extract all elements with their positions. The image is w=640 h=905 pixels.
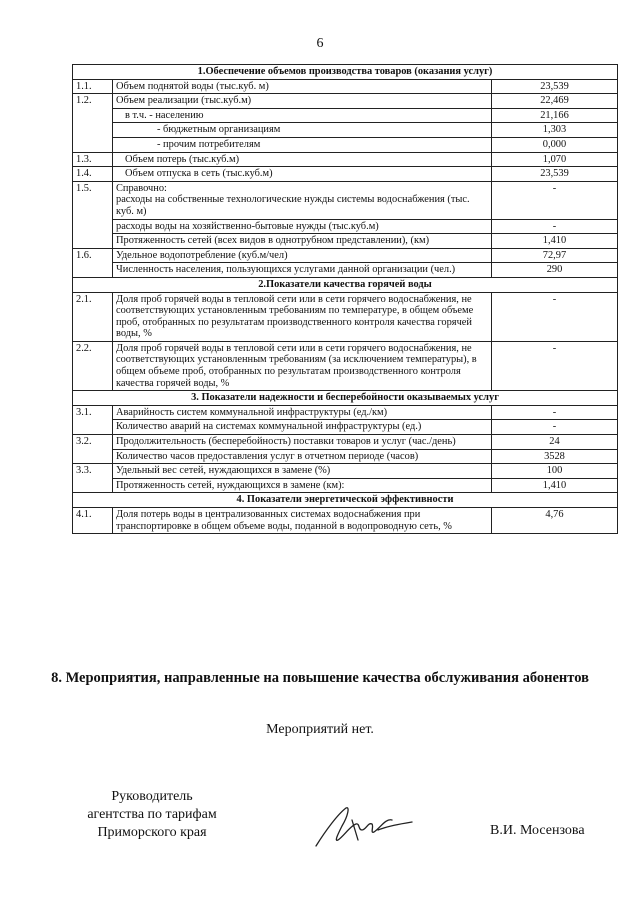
row-number xyxy=(73,420,113,435)
row-value: - xyxy=(491,219,617,234)
section-header-row xyxy=(73,277,618,292)
section-title: 4. Показатели энергетической эффективности xyxy=(73,493,618,508)
row-number: 1.4. xyxy=(73,167,113,182)
row-number: 3.3. xyxy=(73,464,113,479)
measures-title: 8. Мероприятия, направленные на повышение качества обслуживания абонентов xyxy=(51,670,589,686)
table-row xyxy=(73,435,618,450)
row-number xyxy=(73,219,113,234)
row-number: 1.6. xyxy=(73,248,113,263)
table-row xyxy=(73,464,618,479)
section-title: 3. Показатели надежности и бесперебойности оказываемых услуг xyxy=(73,391,618,406)
row-value: 24 xyxy=(491,435,617,450)
table-row xyxy=(73,167,618,182)
row-number: 4.1. xyxy=(73,508,113,534)
table-row xyxy=(73,420,618,435)
row-value: 4,76 xyxy=(491,508,617,534)
row-value: 21,166 xyxy=(491,108,617,123)
row-value: - xyxy=(491,181,617,219)
row-label: - прочим потребителям xyxy=(113,137,492,152)
table-row xyxy=(73,108,618,123)
row-number: 2.1. xyxy=(73,292,113,341)
table-row xyxy=(73,181,618,219)
row-label: Объем поднятой воды (тыс.куб. м) xyxy=(113,79,492,94)
row-label: Объем отпуска в сеть (тыс.куб.м) xyxy=(113,167,492,182)
row-value: - xyxy=(491,292,617,341)
table-row xyxy=(73,137,618,152)
row-label: - бюджетным организациям xyxy=(113,123,492,138)
row-label: расходы воды на хозяйственно-бытовые нужды (тыс.куб.м) xyxy=(113,219,492,234)
table-row xyxy=(73,234,618,249)
row-label: Протяженность сетей, нуждающихся в замене (км): xyxy=(113,478,492,493)
row-number: 1.1. xyxy=(73,79,113,94)
row-number xyxy=(73,108,113,123)
table-row xyxy=(73,248,618,263)
row-number xyxy=(73,123,113,138)
row-value: 72,97 xyxy=(491,248,617,263)
row-label: Протяженность сетей (всех видов в однотрубном представлении), (км) xyxy=(113,234,492,249)
row-label: Удельный вес сетей, нуждающихся в замене (%) xyxy=(113,464,492,479)
row-value: 3528 xyxy=(491,449,617,464)
signatory-position: Руководитель агентства по тарифам Приморского края xyxy=(87,789,217,840)
section-header-row xyxy=(73,391,618,406)
table-row xyxy=(73,94,618,109)
row-number xyxy=(73,478,113,493)
row-label: Справочно: расходы на собственные технологические нужды системы водоснабжения (тыс. куб. м) xyxy=(113,181,492,219)
row-number xyxy=(73,137,113,152)
row-label: Объем потерь (тыс.куб.м) xyxy=(113,152,492,167)
row-value: 23,539 xyxy=(491,79,617,94)
row-label: в т.ч. - населению xyxy=(113,108,492,123)
row-value: 0,000 xyxy=(491,137,617,152)
section-header-row xyxy=(73,493,618,508)
section-title: 2.Показатели качества горячей воды xyxy=(73,277,618,292)
row-number: 3.1. xyxy=(73,405,113,420)
row-number: 1.2. xyxy=(73,94,113,109)
row-number: 1.3. xyxy=(73,152,113,167)
row-value: 100 xyxy=(491,464,617,479)
row-label: Доля проб горячей воды в тепловой сети или в сети горячего водоснабжения, не соответствующих установленным требованиям по температуре, в общем объеме проб, отобранных по результатам производственного контроля качества горячей воды, % xyxy=(113,292,492,341)
row-label: Объем реализации (тыс.куб.м) xyxy=(113,94,492,109)
section-header-row xyxy=(73,65,618,80)
row-value: 1,410 xyxy=(491,234,617,249)
measures-text: Мероприятий нет. xyxy=(266,722,374,737)
table-row xyxy=(73,405,618,420)
table-row xyxy=(73,79,618,94)
row-label: Доля потерь воды в централизованных системах водоснабжения при транспортировке в общем объеме воды, поданной в водопроводную сеть, % xyxy=(113,508,492,534)
table-row xyxy=(73,341,618,390)
row-value: - xyxy=(491,341,617,390)
row-value: 22,469 xyxy=(491,94,617,109)
row-number: 3.2. xyxy=(73,435,113,450)
signatory-name: В.И. Мосензова xyxy=(490,823,585,838)
row-label: Численность населения, пользующихся услугами данной организации (чел.) xyxy=(113,263,492,278)
row-label: Удельное водопотребление (куб.м/чел) xyxy=(113,248,492,263)
row-number: 1.5. xyxy=(73,181,113,219)
handwritten-signature-icon xyxy=(308,800,418,854)
table-row xyxy=(73,449,618,464)
row-value: - xyxy=(491,405,617,420)
row-label: Количество аварий на системах коммунальной инфраструктуры (ед.) xyxy=(113,420,492,435)
table-row xyxy=(73,292,618,341)
row-value: - xyxy=(491,420,617,435)
row-value: 290 xyxy=(491,263,617,278)
row-value: 1,303 xyxy=(491,123,617,138)
page-number: 6 xyxy=(316,36,324,51)
row-label: Аварийность систем коммунальной инфраструктуры (ед./км) xyxy=(113,405,492,420)
row-number xyxy=(73,234,113,249)
indicators-table xyxy=(72,64,618,534)
row-value: 23,539 xyxy=(491,167,617,182)
row-label: Продолжительность (бесперебойность) поставки товаров и услуг (час./день) xyxy=(113,435,492,450)
row-number xyxy=(73,449,113,464)
row-number: 2.2. xyxy=(73,341,113,390)
table-row xyxy=(73,263,618,278)
table-row xyxy=(73,219,618,234)
row-value: 1,410 xyxy=(491,478,617,493)
section-title: 1.Обеспечение объемов производства товаров (оказания услуг) xyxy=(73,65,618,80)
row-label: Количество часов предоставления услуг в отчетном периоде (часов) xyxy=(113,449,492,464)
table-row xyxy=(73,478,618,493)
table-row xyxy=(73,152,618,167)
row-value: 1,070 xyxy=(491,152,617,167)
row-label: Доля проб горячей воды в тепловой сети или в сети горячего водоснабжения, не соответствующих установленным требованиям (за исключением температуры), в общем объеме проб, отобранных по результатам производственного контроля качества горячей воды, % xyxy=(113,341,492,390)
table-row xyxy=(73,123,618,138)
table-row xyxy=(73,508,618,534)
row-number xyxy=(73,263,113,278)
